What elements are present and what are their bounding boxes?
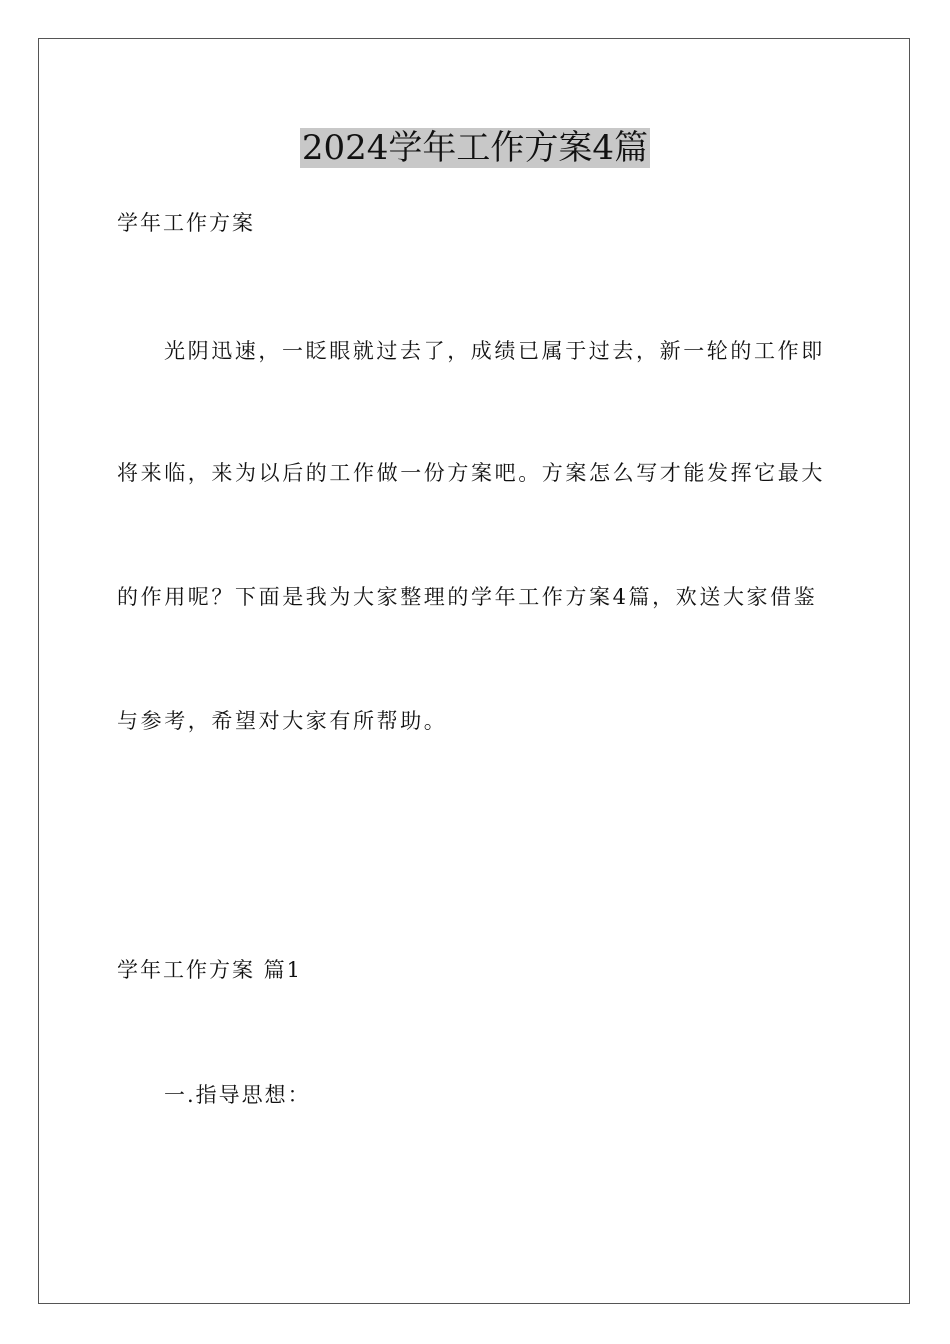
section-title: 学年工作方案 篇1 xyxy=(117,958,303,982)
document-subtitle: 学年工作方案 xyxy=(117,211,255,235)
intro-line-4: 与参考，希望对大家有所帮助。 xyxy=(117,709,448,733)
section-heading: 一.指导思想： xyxy=(164,1083,311,1107)
intro-line-2: 将来临，来为以后的工作做一份方案吧。方案怎么写才能发挥它最大 xyxy=(117,461,825,485)
document-title-text: 2024学年工作方案4篇 xyxy=(301,128,649,168)
intro-line-3: 的作用呢？下面是我为大家整理的学年工作方案4篇，欢送大家借鉴 xyxy=(117,585,818,609)
document-title xyxy=(0,126,950,170)
intro-line-1: 光阴迅速，一眨眼就过去了，成绩已属于过去，新一轮的工作即 xyxy=(164,339,825,363)
